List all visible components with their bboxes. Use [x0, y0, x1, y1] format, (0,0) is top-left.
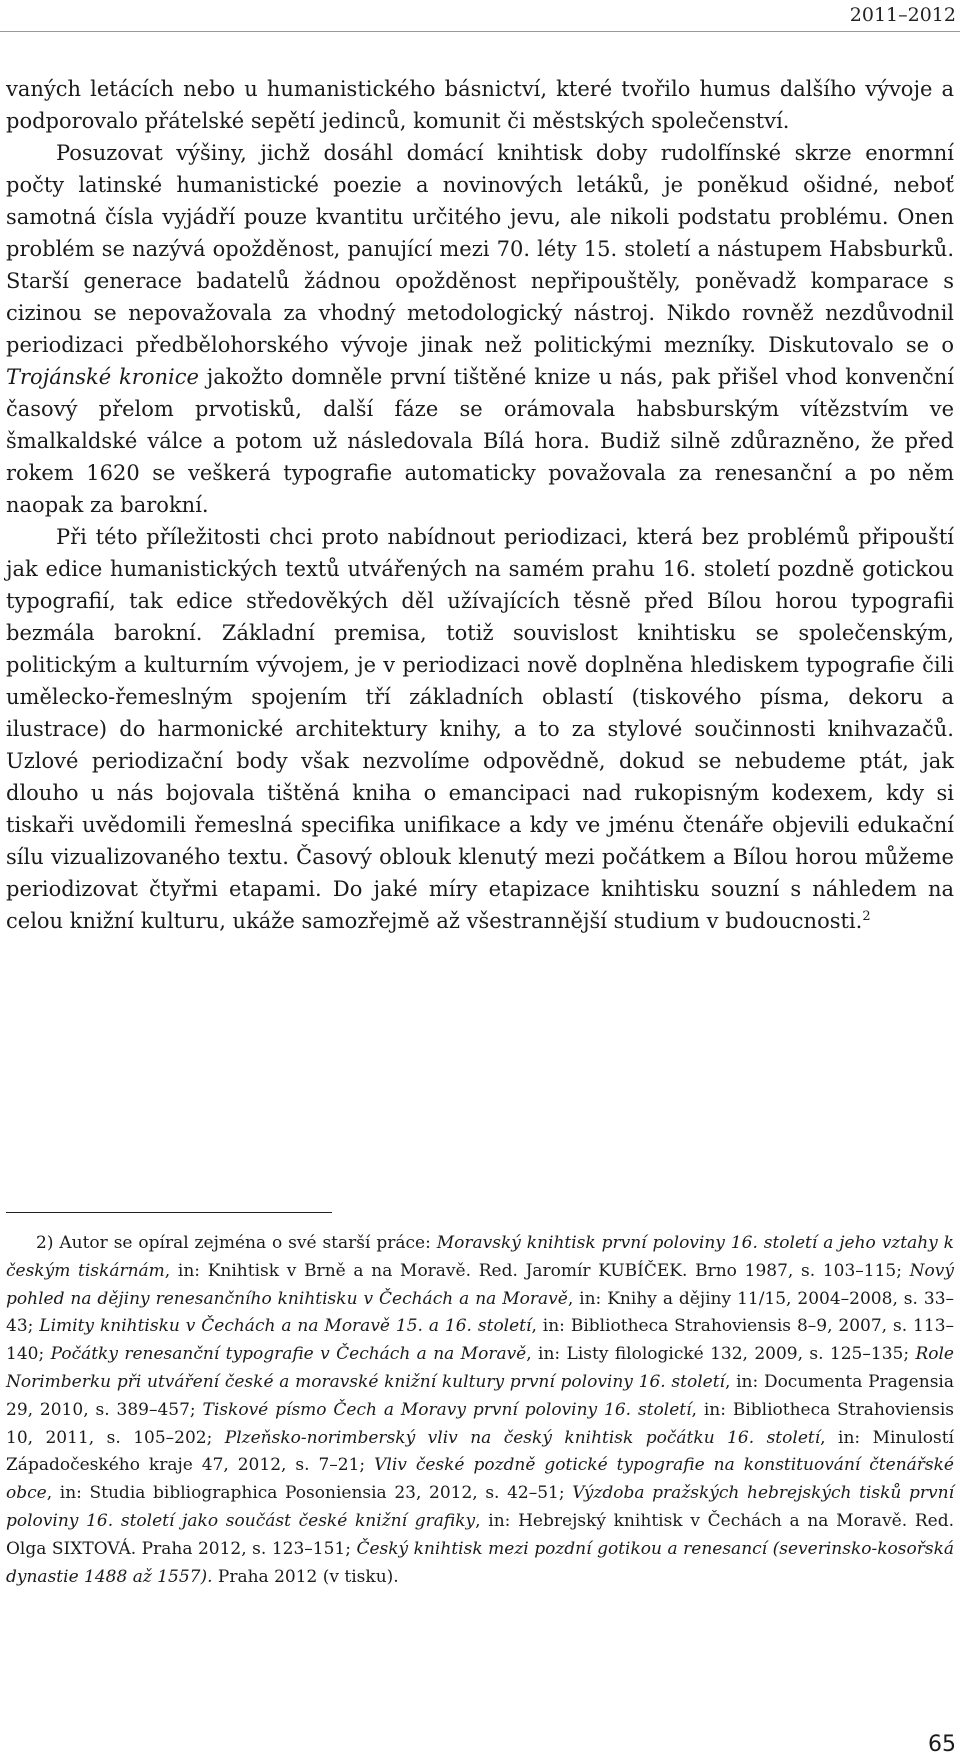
italic-title: Trojánské kronice [6, 365, 199, 389]
footnote-segment: , in: Knihy a dějiny 11/15, 2004–2008, s. 33–43; [6, 1288, 955, 1337]
paragraph-text: jakožto domněle první tištěné knize u nás, pak přišel vhod konvenční časový přelom prvotisků, další fáze se orámovala habsburským vítězstvím ve šmalkaldské válce a potom už následovala Bílá hora. Budiž silně zdůrazněno, že před rokem 1620 se veškerá typografie automaticky považovala za renesanční a po něm naopak za barokní. [6, 365, 954, 517]
main-text [6, 73, 954, 937]
paragraph: vaných letácích nebo u humanistického básnictví, které tvořilo humus dalšího vývoje a podporovalo přátelské sepětí jedinců, komunit či městských společenství. [6, 77, 954, 133]
cited-title: Tiskové písmo Čech a Moravy první poloviny 16. století [202, 1399, 692, 1420]
footnote-number: 2) [36, 1233, 54, 1253]
cited-title: Nový pohled na dějiny renesančního knihtisku v Čechách a na Moravě [6, 1260, 954, 1309]
cited-title: Výzdoba pražských hebrejských tisků první poloviny 16. století jako součást české knižní grafiky [6, 1483, 954, 1531]
cited-title: Role Norimberku při utváření české a moravské knižní kultury první poloviny 16. století [6, 1344, 954, 1392]
cited-title: Moravský knihtisk první poloviny 16. století a jeho vztahy k českým tiskárnám [6, 1233, 954, 1281]
running-header-year: 2011–2012 [849, 4, 956, 26]
cited-title: Vliv české pozdně gotické typografie na konstituování čtenářské obce [6, 1455, 954, 1504]
cited-title: Limity knihtisku v Čechách a na Moravě 15. a 16. století [39, 1316, 532, 1337]
footnote-text [6, 1230, 954, 1591]
footnote-segment: , in: Knihtisk v Brně a na Moravě. Red. Jaromír KUBÍČEK. Brno 1987, s. 103–115; [164, 1260, 910, 1281]
footnote-segment: , in: Documenta Pragensia 29, 2010, s. 389–457; [6, 1371, 954, 1420]
paragraph [6, 521, 954, 937]
footnote-segment: , in: Listy filologické 132, 2009, s. 125–135; [526, 1344, 916, 1365]
footnote [6, 1230, 954, 1591]
footnote-reference[interactable]: 2 [862, 909, 871, 924]
footnote-segment: , in: Minulostí Západočeského kraje 47, 2012, s. 7–21; [6, 1427, 954, 1476]
paragraph [6, 137, 954, 521]
paragraph-text: Při této příležitosti chci proto nabídnout periodizaci, která bez problémů připouští jak edice humanistických textů utvářených na samém prahu 16. století pozdně gotickou typografií, tak edice středověkých děl užívajících těsně před Bílou horou typografii bezmála barokní. Základní premisa, totiž souvislost knihtisku se společenským, politickým a kulturním vývojem, je v periodizaci nově doplněna hlediskem typografie čili umělecko-řemeslným spojením tří základních oblastí (tiskového písma, dekoru a ilustrace) do harmonické architektury knihy, a to za stylové součinnosti knihvazačů. Uzlové periodizační body však nezvolíme odpovědně, dokud se nebudeme ptát, jak dlouho u nás bojovala tištěná kniha o emancipaci nad rukopisným kodexem, kdy si tiskaři uvědomili řemeslná specifika unifikace a kdy ve jménu čtenáře objevili edukační sílu vizualizovaného textu. Časový oblouk klenutý mezi počátkem a Bílou horou můžeme periodizovat čtyřmi etapami. Do jaké míry etapizace knihtisku souzní s náhledem na celou knižní kulturu, ukáže samozřejmě až všestrannější studium v budoucnosti. [6, 525, 954, 933]
cited-title: Počátky renesanční typografie v Čechách a na Moravě [50, 1344, 527, 1365]
header-rule [0, 31, 960, 32]
page-number: 65 [928, 1732, 956, 1757]
paragraph-text: Posuzovat výšiny, jichž dosáhl domácí knihtisk doby rudolfínské skrze enormní počty latinské humanistické poezie a novinových letáků, je poněkud ošidné, neboť samotná čísla vyjádří pouze kvantitu určitého jevu, ale nikoli podstatu problému. Onen problém se nazývá opožděnost, panující mezi 70. léty 15. století a nástupem Habsburků. Starší generace badatelů žádnou opožděnost nepřipouštěly, poněvadž komparace s cizinou se nepovažovala za vhodný metodologický nástroj. Nikdo rovněž nezdůvodnil periodizaci předbělohorského vývoje jinak než politickými mezníky. Diskutovalo se o [6, 141, 954, 357]
footnote-segment: , in: Hebrejský knihtisk v Čechách a na Moravě. Red. Olga SIXTOVÁ. Praha 2012, s. 123–151; [6, 1510, 954, 1559]
cited-title: Plzeňsko-norimberský vliv na český knihtisk počátku 16. století [224, 1427, 821, 1448]
footnote-rule [6, 1212, 332, 1213]
footnote-segment: , in: Bibliotheca Strahoviensis 10, 2011, s. 105–202; [6, 1399, 954, 1448]
cited-title: Český knihtisk mezi pozdní gotikou a renesancí (severinsko-kosořská dynastie 1488 až 1557). [6, 1538, 955, 1587]
footnote-segment: Autor se opíral zejména o své starší práce: [53, 1233, 437, 1253]
footnote-segment: Praha 2012 (v tisku). [212, 1566, 399, 1587]
footnote-segment: , in: Bibliotheca Strahoviensis 8–9, 2007, s. 113–140; [6, 1316, 955, 1365]
footnote-segment: , in: Studia bibliographica Posoniensia 23, 2012, s. 42–51; [46, 1483, 573, 1504]
